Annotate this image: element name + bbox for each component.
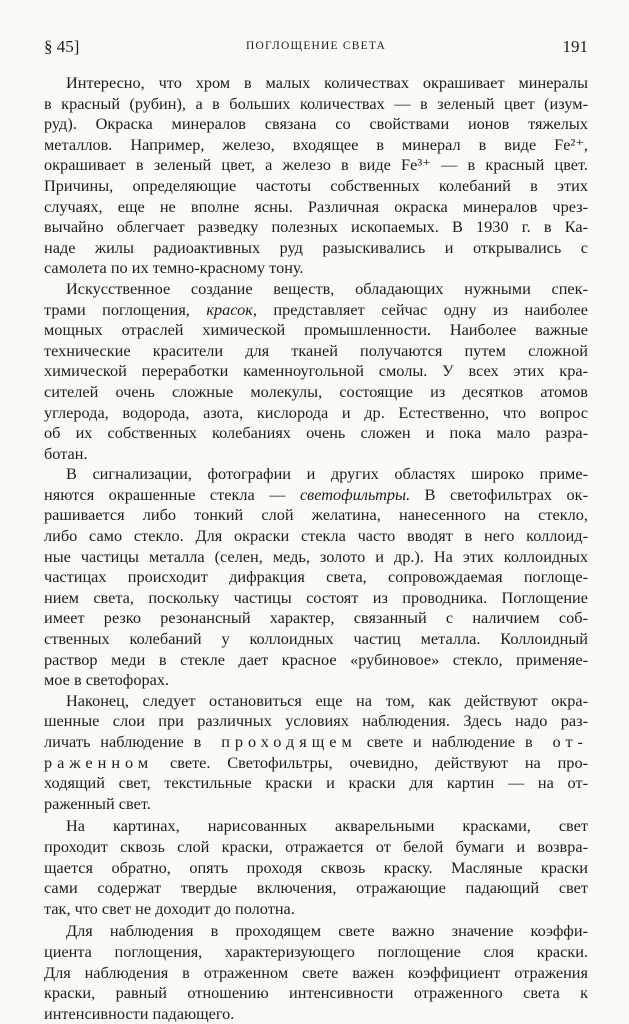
text-line: раженный свет. — [44, 793, 151, 813]
text-run: , представляет сейчас одну из наиболее — [252, 299, 588, 319]
text-line: раствор меди в стекле дает красное «рубиновое» стекло, применяе- — [44, 649, 588, 669]
text-line: нием света, поскольку частицы состоят из проводника. Поглощение — [44, 587, 588, 607]
spaced-term: в от- — [524, 732, 588, 751]
text-run: свете. Светофильтры, очевидно, действуют на про- — [153, 752, 588, 772]
text-line: ственных колебаний у коллоидных частиц металла. Коллоидный — [44, 629, 588, 649]
text-run: трами поглощения, — [44, 299, 207, 319]
text-line: ходящий свет, текстильные краски и краски для картин — на от- — [44, 773, 588, 793]
text-line: об их собственных колебаниях очень сложен и пока мало разра- — [44, 423, 588, 443]
text-line: в красный (рубин), а в больших количествах — в зеленый цвет (изум- — [44, 93, 588, 113]
text-line: В сигнализации, фотографии и других областях широко приме- — [66, 464, 588, 484]
text-line: руд). Окраска минералов связана со свойствами ионов тяжелых — [44, 114, 588, 134]
text-line — [44, 300, 588, 321]
text-line: наде жилы радиоактивных руд разыскивались и открывались с — [44, 237, 588, 257]
page-number: 191 — [562, 37, 588, 56]
text-line: щается обратно, опять проходя сквозь краску. Масляные краски — [44, 857, 588, 877]
running-header — [44, 37, 588, 61]
text-run: няются окрашенные стекла — — [44, 484, 300, 504]
text-line: металлов. Например, железо, входящее в минерал в виде Fe²⁺, — [44, 134, 588, 154]
text-run: свете и наблюдение — [356, 732, 525, 751]
text-line: сителей очень сложные молекулы, состоящие из десятков атомов — [44, 381, 588, 401]
text-line: мое в светофорах. — [44, 670, 170, 690]
text-line: вычайно облегчает разведку полезных ископаемых. В 1930 г. в Ка- — [44, 217, 588, 237]
text-line: частицах происходит дифракция света, сопровождаемая поглоще- — [44, 567, 588, 587]
text-line: Для наблюдения в отраженном свете важен коэффициент отражения — [44, 962, 588, 982]
running-title: ПОГЛОЩЕНИЕ СВЕТА — [246, 40, 386, 52]
text-line: рашивается либо тонкий слой желатина, нанесенного на стекло, — [44, 505, 588, 525]
text-line: технические красители для тканей получаются путем сложной — [44, 340, 588, 360]
text-line — [44, 753, 588, 774]
text-line: Интересно, что хром в малых количествах окрашивает минералы — [66, 73, 588, 92]
text-line — [44, 732, 588, 753]
text-line: сами содержат твердые включения, отражающие падающий свет — [44, 878, 588, 898]
text-line: химической переработки каменноугольной смолы. У всех этих кра- — [44, 361, 588, 381]
text-line: имеет резко резонансный характер, связанный с наличием соб- — [44, 608, 588, 628]
text-line: углерода, водорода, азота, кислорода и др. Естественно, что вопрос — [44, 402, 588, 422]
text-line: самолета по их темно-красному тону. — [44, 258, 304, 278]
text-line: На картинах, нарисованных акварельными красками, свет — [66, 816, 588, 836]
text-line: шенные слои при различных условиях наблюдения. Здесь надо раз- — [44, 711, 588, 731]
text-line: случаях, еще не вполне ясны. Различная окраска минералов чрез- — [44, 196, 588, 216]
section-number: § 45] — [44, 37, 80, 56]
spaced-term: в проходящем — [193, 732, 357, 751]
text-line: интенсивности падающего. — [44, 1003, 235, 1023]
text-line: так, что свет не доходит до полотна. — [44, 898, 295, 918]
text-line: либо само стекло. Для окраски стекла часто вводят в него коллоид- — [44, 526, 588, 546]
italic-term: светофильтры. — [299, 484, 411, 504]
text-run: В светофильтрах ок- — [410, 484, 588, 504]
text-line: Для наблюдения в проходящем свете важно значение коэффи- — [66, 921, 588, 941]
text-line: окрашивает в зеленый цвет, а железо в виде Fe³⁺ — в красный цвет. — [44, 155, 588, 175]
text-line: циента поглощения, характеризующего поглощение слоя краски. — [44, 941, 588, 961]
text-run: личать наблюдение — [44, 732, 194, 751]
text-line: Искусственное создание веществ, обладающих нужными спек- — [66, 278, 588, 298]
text-line: краски, равный отношению интенсивности отраженного света к — [44, 983, 588, 1003]
text-line: ные частицы металла (селен, медь, золото и др.). На этих коллоидных — [44, 546, 588, 566]
spaced-term: раженном — [44, 752, 154, 772]
text-line: мощных отраслей химической промышленности. Наиболее важные — [44, 320, 588, 340]
italic-term: красок — [206, 299, 253, 319]
text-line: ботан. — [44, 443, 88, 463]
text-line: проходит сквозь слой краски, отражается от белой бумаги и возвра- — [44, 836, 588, 856]
text-line: Причины, определяющие частоты собственных колебаний в этих — [44, 175, 588, 195]
text-line: Наконец, следует остановиться еще на том, как действуют окра- — [66, 690, 588, 710]
page-body — [44, 73, 588, 1024]
text-line — [44, 485, 588, 506]
